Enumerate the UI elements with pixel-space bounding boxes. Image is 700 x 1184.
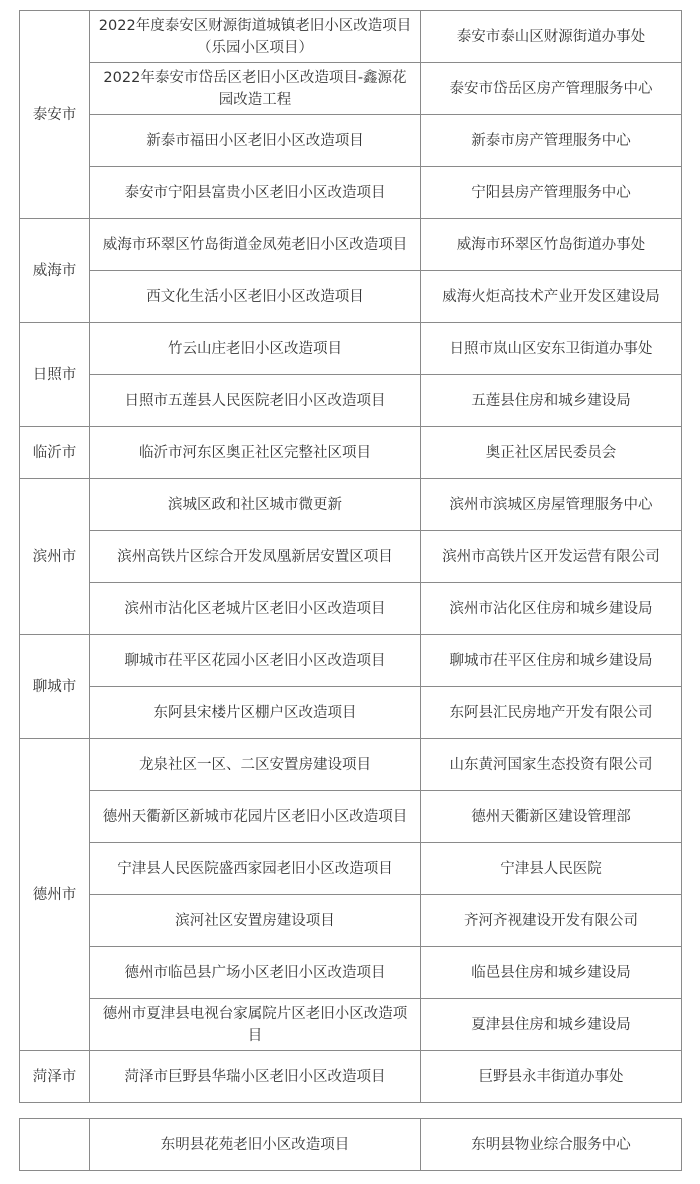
unit-cell: 巨野县永丰街道办事处 [421,1051,682,1103]
city-cell: 威海市 [20,219,90,323]
unit-cell: 泰安市泰山区财源街道办事处 [421,11,682,63]
project-cell: 临沂市河东区奥正社区完整社区项目 [90,427,421,479]
unit-cell: 滨州市高铁片区开发运营有限公司 [421,531,682,583]
unit-cell: 东阿县汇民房地产开发有限公司 [421,687,682,739]
project-cell: 2022年泰安市岱岳区老旧小区改造项目-鑫源花园改造工程 [90,63,421,115]
table-row [20,635,682,687]
table-row [20,271,682,323]
table-row [20,427,682,479]
unit-cell: 新泰市房产管理服务中心 [421,115,682,167]
unit-cell: 宁津县人民医院 [421,843,682,895]
project-cell: 滨州市沾化区老城片区老旧小区改造项目 [90,583,421,635]
project-cell: 龙泉社区一区、二区安置房建设项目 [90,739,421,791]
project-cell: 东明县花苑老旧小区改造项目 [90,1119,421,1171]
project-cell: 滨州高铁片区综合开发凤凰新居安置区项目 [90,531,421,583]
table-row [20,531,682,583]
table-row [20,167,682,219]
city-cell: 临沂市 [20,427,90,479]
project-cell: 滨城区政和社区城市微更新 [90,479,421,531]
project-cell: 威海市环翠区竹岛街道金凤苑老旧小区改造项目 [90,219,421,271]
unit-cell: 齐河齐视建设开发有限公司 [421,895,682,947]
project-cell: 德州市夏津县电视台家属院片区老旧小区改造项目 [90,999,421,1051]
table-row [20,999,682,1051]
city-cell: 菏泽市 [20,1051,90,1103]
project-cell: 日照市五莲县人民医院老旧小区改造项目 [90,375,421,427]
unit-cell: 滨州市沾化区住房和城乡建设局 [421,583,682,635]
unit-cell: 日照市岚山区安东卫街道办事处 [421,323,682,375]
project-cell: 聊城市茌平区花园小区老旧小区改造项目 [90,635,421,687]
table-row [20,323,682,375]
city-cell: 滨州市 [20,479,90,635]
table-row [20,583,682,635]
unit-cell: 临邑县住房和城乡建设局 [421,947,682,999]
unit-cell: 滨州市滨城区房屋管理服务中心 [421,479,682,531]
unit-cell: 五莲县住房和城乡建设局 [421,375,682,427]
table-row [20,219,682,271]
project-cell: 宁津县人民医院盛西家园老旧小区改造项目 [90,843,421,895]
table-row [20,791,682,843]
unit-cell: 聊城市茌平区住房和城乡建设局 [421,635,682,687]
city-cell: 日照市 [20,323,90,427]
project-cell: 新泰市福田小区老旧小区改造项目 [90,115,421,167]
project-cell: 西文化生活小区老旧小区改造项目 [90,271,421,323]
city-cell [20,1119,90,1171]
table-row [20,63,682,115]
project-cell: 2022年度泰安区财源街道城镇老旧小区改造项目（乐园小区项目） [90,11,421,63]
unit-cell: 夏津县住房和城乡建设局 [421,999,682,1051]
table-row [20,375,682,427]
project-cell: 德州市临邑县广场小区老旧小区改造项目 [90,947,421,999]
project-cell: 滨河社区安置房建设项目 [90,895,421,947]
unit-cell: 奥正社区居民委员会 [421,427,682,479]
city-cell: 德州市 [20,739,90,1051]
unit-cell: 山东黄河国家生态投资有限公司 [421,739,682,791]
unit-cell: 威海市环翠区竹岛街道办事处 [421,219,682,271]
project-cell: 竹云山庄老旧小区改造项目 [90,323,421,375]
project-cell: 东阿县宋楼片区棚户区改造项目 [90,687,421,739]
city-cell: 泰安市 [20,11,90,219]
project-cell: 泰安市宁阳县富贵小区老旧小区改造项目 [90,167,421,219]
projects-table [19,10,682,1103]
table-row [20,895,682,947]
unit-cell: 威海火炬高技术产业开发区建设局 [421,271,682,323]
table-row [20,739,682,791]
project-cell: 德州天衢新区新城市花园片区老旧小区改造项目 [90,791,421,843]
table-row [20,479,682,531]
unit-cell: 东明县物业综合服务中心 [421,1119,682,1171]
table-row [20,687,682,739]
project-cell: 菏泽市巨野县华瑞小区老旧小区改造项目 [90,1051,421,1103]
table-row [20,843,682,895]
table-row [20,11,682,63]
table-row [20,947,682,999]
city-cell: 聊城市 [20,635,90,739]
extra-projects-table [19,1118,682,1171]
table-row [20,1119,682,1171]
unit-cell: 德州天衢新区建设管理部 [421,791,682,843]
unit-cell: 宁阳县房产管理服务中心 [421,167,682,219]
table-row [20,115,682,167]
table-row [20,1051,682,1103]
unit-cell: 泰安市岱岳区房产管理服务中心 [421,63,682,115]
